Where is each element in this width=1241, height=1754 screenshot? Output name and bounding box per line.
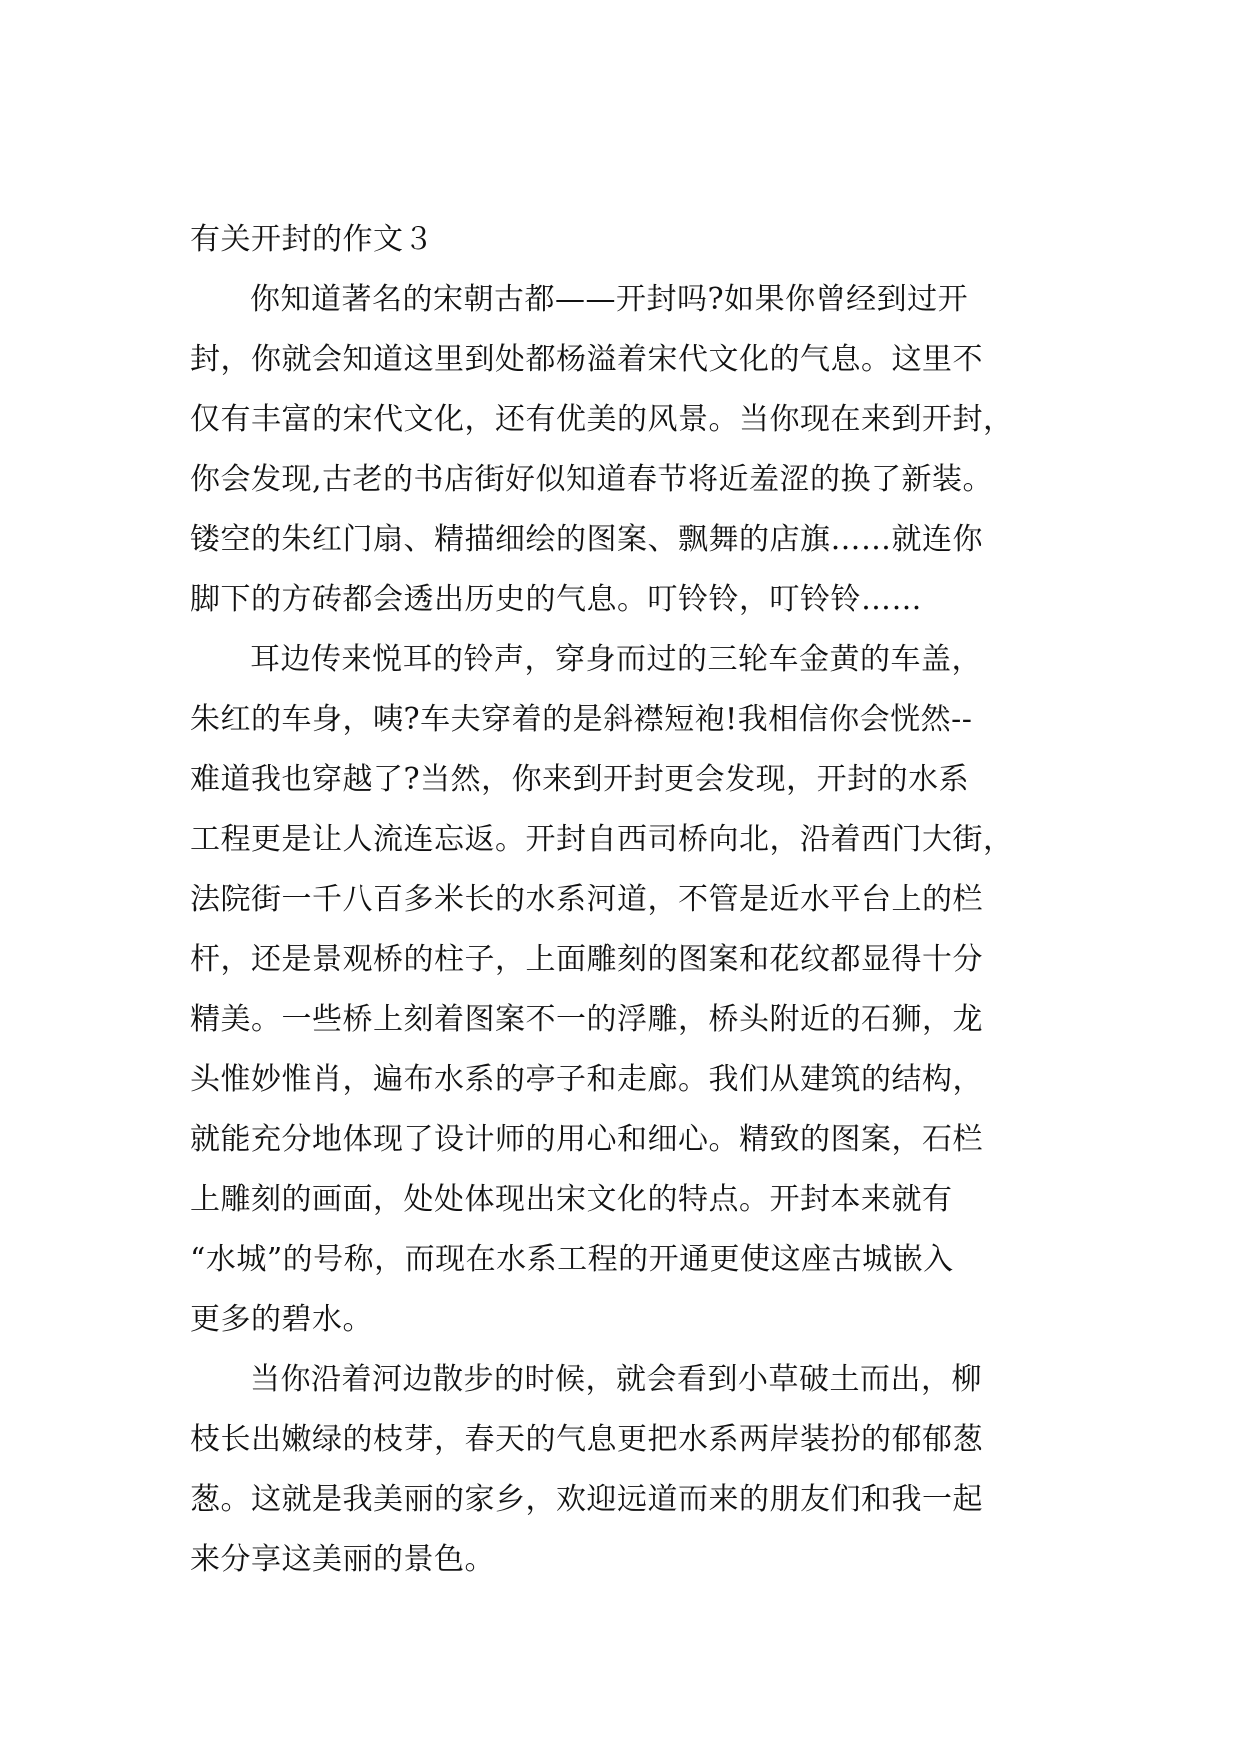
essay-title: 有关开封的作文３ [190, 222, 434, 257]
essay-paragraph-1: 你知道著名的宋朝古都——开封吗?如果你曾经到过开 封，你就会知道这里到处都杨溢着宋代文化的气息。这里不 仅有丰富的宋代文化，还有优美的风景。当你现在来到开封， 你会发现,古老的书店街好似知道春节将近羞涩的换了新装。 镂空的朱红门扇、精描细绘的图案、飘舞的店旗……就连你 脚下的方砖都会透出历史的气息。叮铃铃，叮铃铃…… [190, 282, 1014, 617]
essay-paragraph-3: 当你沿着河边散步的时候，就会看到小草破土而出，柳 枝长出嫩绿的枝芽，春天的气息更把水系两岸装扮的郁郁葱 葱。这就是我美丽的家乡，欢迎远道而来的朋友们和我一起 来分享这美丽的景色。 [190, 1362, 983, 1577]
essay-paragraph-2: 耳边传来悦耳的铃声，穿身而过的三轮车金黄的车盖， 朱红的车身，咦?车夫穿着的是斜襟短袍!我相信你会恍然-- 难道我也穿越了?当然，你来到开封更会发现，开封的水系 工程更是让人流连忘返。开封自西司桥向北，沿着西门大街， 法院街一千八百多米长的水系河道，不管是近水平台上的栏 杆，还是景观桥的柱子，上面雕刻的图案和花纹都显得十分 精美。一些桥上刻着图案不一的浮雕，桥头附近的石狮，龙 头惟妙惟肖，遍布水系的亭子和走廊。我们从建筑的结构， 就能充分地体现了设计师的用心和细心。精致的图案，石栏 上雕刻的画面，处处体现出宋文化的特点。开封本来就有 “水城”的号称，而现在水系工程的开通更使这座古城嵌入 更多的碧水。 [190, 642, 1014, 1337]
essay-body [190, 210, 1050, 1590]
